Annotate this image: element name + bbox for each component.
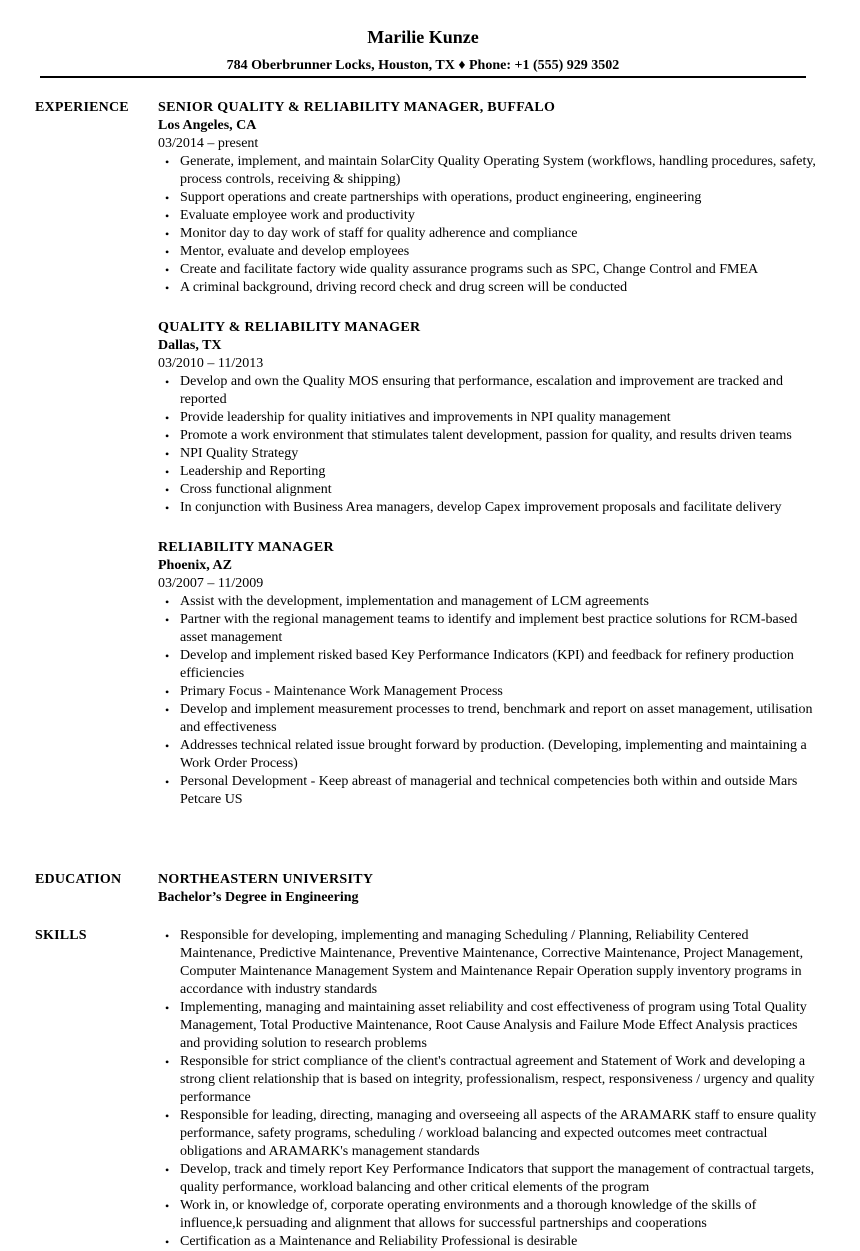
bullet-item <box>158 225 818 243</box>
resume-header <box>0 26 846 75</box>
job-title: RELIABILITY MANAGER <box>158 540 334 555</box>
bullet-text: Responsible for developing, implementing and managing Scheduling / Planning, Reliability Centered Maintenance, Predictive Maintenance, Preventive Maintenance, Corrective Maintenance, Project Management, Computer Maintenance Management System and Maintenance Repair Operation supply inventory programs in accordance with industry standards <box>180 928 804 997</box>
bullet-icon: • <box>165 1109 170 1123</box>
job-bullets <box>158 593 818 809</box>
job-title: SENIOR QUALITY & RELIABILITY MANAGER, BUFFALO <box>158 100 556 115</box>
bullet-icon: • <box>165 465 170 479</box>
job-entry <box>158 99 818 297</box>
job-entry <box>158 539 818 809</box>
bullet-item <box>158 1053 818 1107</box>
bullet-item <box>158 243 818 261</box>
bullet-icon: • <box>165 209 170 223</box>
bullet-text: Leadership and Reporting <box>180 464 326 479</box>
bullet-item <box>158 261 818 279</box>
bullet-text: NPI Quality Strategy <box>180 446 299 461</box>
bullet-text: Develop and implement measurement processes to trend, benchmark and report on asset management, utilisation and effectiveness <box>180 702 813 735</box>
bullet-text: Promote a work environment that stimulates talent development, passion for quality, and results driven teams <box>180 428 792 443</box>
bullet-text: Partner with the regional management teams to identify and implement best practice solutions for RCM-based asset management <box>180 612 798 645</box>
skills-bullets <box>158 927 818 1251</box>
job-entry <box>158 319 818 517</box>
bullet-icon: • <box>165 1055 170 1069</box>
bullet-text: In conjunction with Business Area managers, develop Capex improvement proposals and facilitate delivery <box>180 500 782 515</box>
bullet-item <box>158 647 818 683</box>
bullet-item <box>158 999 818 1053</box>
bullet-item <box>158 927 818 999</box>
bullet-item <box>158 611 818 647</box>
bullet-icon: • <box>165 191 170 205</box>
contact-info: 784 Oberbrunner Locks, Houston, TX ♦ Phone: +1 (555) 929 3502 <box>226 58 620 73</box>
bullet-text: Assist with the development, implementation and management of LCM agreements <box>180 594 649 609</box>
bullet-text: Primary Focus - Maintenance Work Management Process <box>180 684 503 699</box>
bullet-icon: • <box>165 1001 170 1015</box>
job-title: QUALITY & RELIABILITY MANAGER <box>158 320 421 335</box>
bullet-item <box>158 1107 818 1161</box>
bullet-icon: • <box>165 501 170 515</box>
bullet-text: Develop and own the Quality MOS ensuring that performance, escalation and improvement are tracked and reported <box>180 374 783 407</box>
bullet-text: Provide leadership for quality initiatives and improvements in NPI quality management <box>180 410 671 425</box>
header-divider <box>40 76 806 78</box>
bullet-icon: • <box>165 1235 170 1249</box>
bullet-icon: • <box>165 1163 170 1177</box>
bullet-item <box>158 427 818 445</box>
bullet-icon: • <box>165 429 170 443</box>
bullet-item <box>158 593 818 611</box>
school-name: NORTHEASTERN UNIVERSITY <box>158 872 374 887</box>
bullet-text: Implementing, managing and maintaining asset reliability and cost effectiveness of program using Total Quality Management, Total Productive Maintenance, Root Cause Analysis and Failure Mode Effect Analysis practices and providing solution to research problems <box>180 1000 807 1051</box>
bullet-item <box>158 1161 818 1197</box>
bullet-item <box>158 737 818 773</box>
bullet-text: Evaluate employee work and productivity <box>180 208 415 223</box>
bullet-item <box>158 445 818 463</box>
bullet-text: Responsible for leading, directing, managing and overseeing all aspects of the ARAMARK staff to ensure quality performance, safety programs, scheduling / workload balancing and expected outcomes meet contractual obligations and ARAMARK's management standards <box>180 1108 817 1159</box>
job-location: Dallas, TX <box>158 338 222 353</box>
bullet-icon: • <box>165 411 170 425</box>
bullet-item <box>158 207 818 225</box>
bullet-item <box>158 153 818 189</box>
bullet-item <box>158 189 818 207</box>
bullet-text: Cross functional alignment <box>180 482 332 497</box>
degree: Bachelor’s Degree in Engineering <box>158 890 359 905</box>
bullet-icon: • <box>165 245 170 259</box>
bullet-text: Certification as a Maintenance and Reliability Professional is desirable <box>180 1234 578 1249</box>
skills-heading: SKILLS <box>35 928 87 943</box>
bullet-icon: • <box>165 613 170 627</box>
job-location: Los Angeles, CA <box>158 118 257 133</box>
bullet-icon: • <box>165 595 170 609</box>
bullet-icon: • <box>165 155 170 169</box>
bullet-icon: • <box>165 649 170 663</box>
bullet-item <box>158 373 818 409</box>
job-dates: 03/2014 – present <box>158 136 259 151</box>
bullet-item <box>158 279 818 297</box>
bullet-text: Personal Development - Keep abreast of managerial and technical competencies both within and outside Mars Petcare US <box>180 774 798 807</box>
job-dates: 03/2010 – 11/2013 <box>158 356 264 371</box>
bullet-icon: • <box>165 263 170 277</box>
bullet-text: Develop and implement risked based Key Performance Indicators (KPI) and feedback for refinery production efficiencies <box>180 648 794 681</box>
bullet-icon: • <box>165 685 170 699</box>
bullet-item <box>158 409 818 427</box>
bullet-item <box>158 773 818 809</box>
bullet-text: A criminal background, driving record check and drug screen will be conducted <box>180 280 628 295</box>
experience-heading: EXPERIENCE <box>35 100 129 115</box>
bullet-icon: • <box>165 775 170 789</box>
bullet-icon: • <box>165 739 170 753</box>
job-location: Phoenix, AZ <box>158 558 232 573</box>
job-bullets <box>158 373 818 517</box>
bullet-text: Create and facilitate factory wide quality assurance programs such as SPC, Change Control and FMEA <box>180 262 759 277</box>
bullet-item <box>158 683 818 701</box>
bullet-text: Work in, or knowledge of, corporate operating environments and a thorough knowledge of the skills of influence,k persuading and alignment that allows for successful partnerships and cooperations <box>180 1198 757 1231</box>
bullet-icon: • <box>165 281 170 295</box>
bullet-icon: • <box>165 375 170 389</box>
bullet-icon: • <box>165 483 170 497</box>
bullet-text: Develop, track and timely report Key Performance Indicators that support the management of contractual targets, quality performance, workload balancing and other critical elements of the program <box>180 1162 815 1195</box>
education-heading: EDUCATION <box>35 872 122 887</box>
job-dates: 03/2007 – 11/2009 <box>158 576 264 591</box>
bullet-icon: • <box>165 447 170 461</box>
job-bullets <box>158 153 818 297</box>
bullet-icon: • <box>165 703 170 717</box>
bullet-text: Generate, implement, and maintain SolarCity Quality Operating System (workflows, handling procedures, safety, process controls, receiving & shipping) <box>180 154 816 187</box>
bullet-icon: • <box>165 227 170 241</box>
bullet-text: Support operations and create partnerships with operations, product engineering, engineering <box>180 190 702 205</box>
bullet-item <box>158 1197 818 1233</box>
bullet-text: Addresses technical related issue brought forward by production. (Developing, implementing and maintaining a Work Order Process) <box>180 738 807 771</box>
bullet-text: Mentor, evaluate and develop employees <box>180 244 410 259</box>
bullet-item <box>158 463 818 481</box>
bullet-item <box>158 1233 818 1251</box>
bullet-text: Responsible for strict compliance of the client's contractual agreement and Statement of Work and developing a strong client relationship that is based on integrity, professionalism, respect, responsiveness / urgency and quality performance <box>180 1054 815 1105</box>
bullet-item <box>158 481 818 499</box>
bullet-item <box>158 499 818 517</box>
bullet-item <box>158 701 818 737</box>
candidate-name: Marilie Kunze <box>367 27 479 47</box>
bullet-icon: • <box>165 929 170 943</box>
bullet-text: Monitor day to day work of staff for quality adherence and compliance <box>180 226 578 241</box>
bullet-icon: • <box>165 1199 170 1213</box>
